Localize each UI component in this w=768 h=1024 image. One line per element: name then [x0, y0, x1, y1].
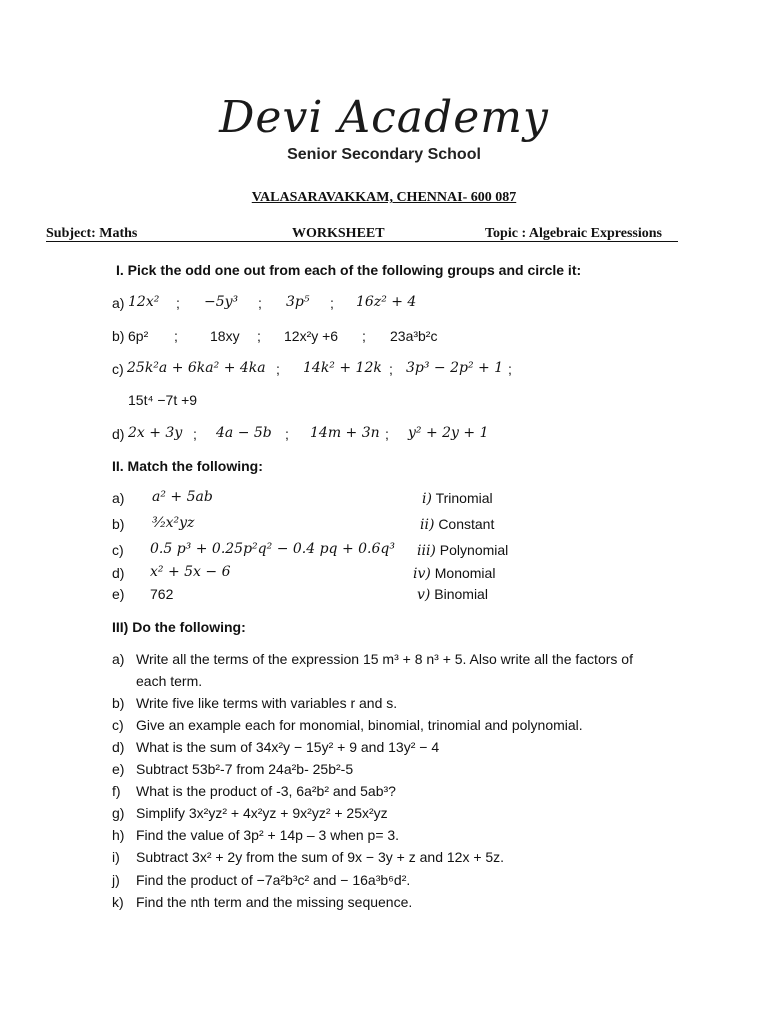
question-label: j) [112, 872, 120, 888]
term: y² + 2y + 1 [408, 425, 489, 441]
term: 18xy [210, 328, 240, 344]
topic-label: Topic : Algebraic Expressions [485, 226, 662, 241]
match-left-expr: ³⁄₂x²yz [152, 515, 195, 531]
term: 23a³b²c [390, 328, 438, 344]
term: 2x + 3y [128, 425, 183, 441]
section-2-heading: II. Match the following: [112, 458, 263, 474]
match-left-label: b) [112, 516, 125, 532]
match-right-item: i) Trinomial [422, 490, 493, 507]
worksheet-title: WORKSHEET [292, 226, 385, 241]
subject-label: Subject: Maths [46, 226, 138, 241]
term: 6p² [128, 328, 149, 344]
question-label: a) [112, 651, 125, 667]
match-right-item: iv) Monomial [413, 565, 496, 582]
separator: ; [362, 328, 366, 344]
match-left-label: c) [112, 542, 124, 558]
match-left-expr: 762 [150, 586, 174, 602]
match-right-item: v) Binomial [417, 586, 488, 603]
separator: ; [193, 426, 197, 442]
header-divider [46, 241, 678, 242]
question-label: c) [112, 717, 124, 733]
term: 3p⁵ [286, 294, 310, 310]
term: 12x²y +6 [284, 328, 339, 344]
match-right-item: iii) Polynomial [417, 542, 509, 559]
question-label: f) [112, 783, 121, 799]
row-label: a) [112, 295, 125, 311]
separator: ; [508, 361, 512, 377]
match-left-expr: x² + 5x − 6 [150, 564, 231, 580]
separator: ; [258, 295, 262, 311]
term: 25k²a + 6ka² + 4ka [127, 360, 266, 376]
question-text: Write all the terms of the expression 15 m³ + 8 n³ + 5. Also write all the factors of [136, 651, 633, 667]
separator: ; [257, 328, 261, 344]
school-address: VALASARAVAKKAM, CHENNAI- 600 087 [251, 190, 517, 205]
match-left-label: e) [112, 586, 125, 602]
separator: ; [276, 361, 280, 377]
question-text: Subtract 53b²-7 from 24a²b- 25b²-5 [136, 761, 354, 777]
row-label: d) [112, 426, 125, 442]
separator: ; [385, 426, 389, 442]
term: 3p³ − 2p² + 1 [406, 360, 504, 376]
question-label: i) [112, 849, 120, 865]
match-left-label: d) [112, 565, 125, 581]
separator: ; [174, 328, 178, 344]
match-right-item: ii) Constant [420, 516, 495, 533]
match-left-expr: 0.5 p³ + 0.25p²q² − 0.4 pq + 0.6q³ [150, 541, 395, 557]
term: 14m + 3n [310, 425, 380, 441]
row-label: c) [112, 361, 124, 377]
term: 4a − 5b [216, 425, 272, 441]
term: 12x² [128, 294, 160, 310]
section-3-heading: III) Do the following: [112, 619, 246, 635]
question-text: Find the value of 3p² + 14p – 3 when p= 3. [136, 827, 400, 843]
question-text: What is the product of -3, 6a²b² and 5ab³? [136, 783, 396, 799]
question-label: d) [112, 739, 125, 755]
question-label: b) [112, 695, 125, 711]
match-left-expr: a² + 5ab [152, 489, 213, 505]
term: 16z² + 4 [356, 294, 417, 310]
separator: ; [330, 295, 334, 311]
question-text: Simplify 3x²yz² + 4x²yz + 9x²yz² + 25x²yz [136, 805, 388, 821]
term: 15t⁴ −7t +9 [128, 392, 198, 408]
match-left-label: a) [112, 490, 125, 506]
question-label: k) [112, 894, 124, 910]
school-subtitle: Senior Secondary School [287, 146, 481, 163]
separator: ; [285, 426, 289, 442]
separator: ; [176, 295, 180, 311]
question-text: Find the product of −7a²b³c² and − 16a³b⁶d². [136, 872, 411, 888]
separator: ; [389, 361, 393, 377]
term: 14k² + 12k [303, 360, 382, 376]
question-label: h) [112, 827, 125, 843]
question-text: Find the nth term and the missing sequence. [136, 894, 413, 910]
question-text-continued: each term. [136, 673, 203, 689]
question-text: Give an example each for monomial, binomial, trinomial and polynomial. [136, 717, 583, 733]
question-text: What is the sum of 34x²y − 15y² + 9 and 13y² − 4 [136, 739, 440, 755]
section-1-heading: I. Pick the odd one out from each of the following groups and circle it: [116, 262, 582, 278]
question-text: Write five like terms with variables r and s. [136, 695, 398, 711]
term: −5y³ [204, 294, 239, 310]
row-label: b) [112, 328, 125, 344]
question-label: g) [112, 805, 125, 821]
logo: Devi Academy [219, 92, 549, 143]
question-label: e) [112, 761, 125, 777]
question-text: Subtract 3x² + 2y from the sum of 9x − 3y + z and 12x + 5z. [136, 849, 505, 865]
